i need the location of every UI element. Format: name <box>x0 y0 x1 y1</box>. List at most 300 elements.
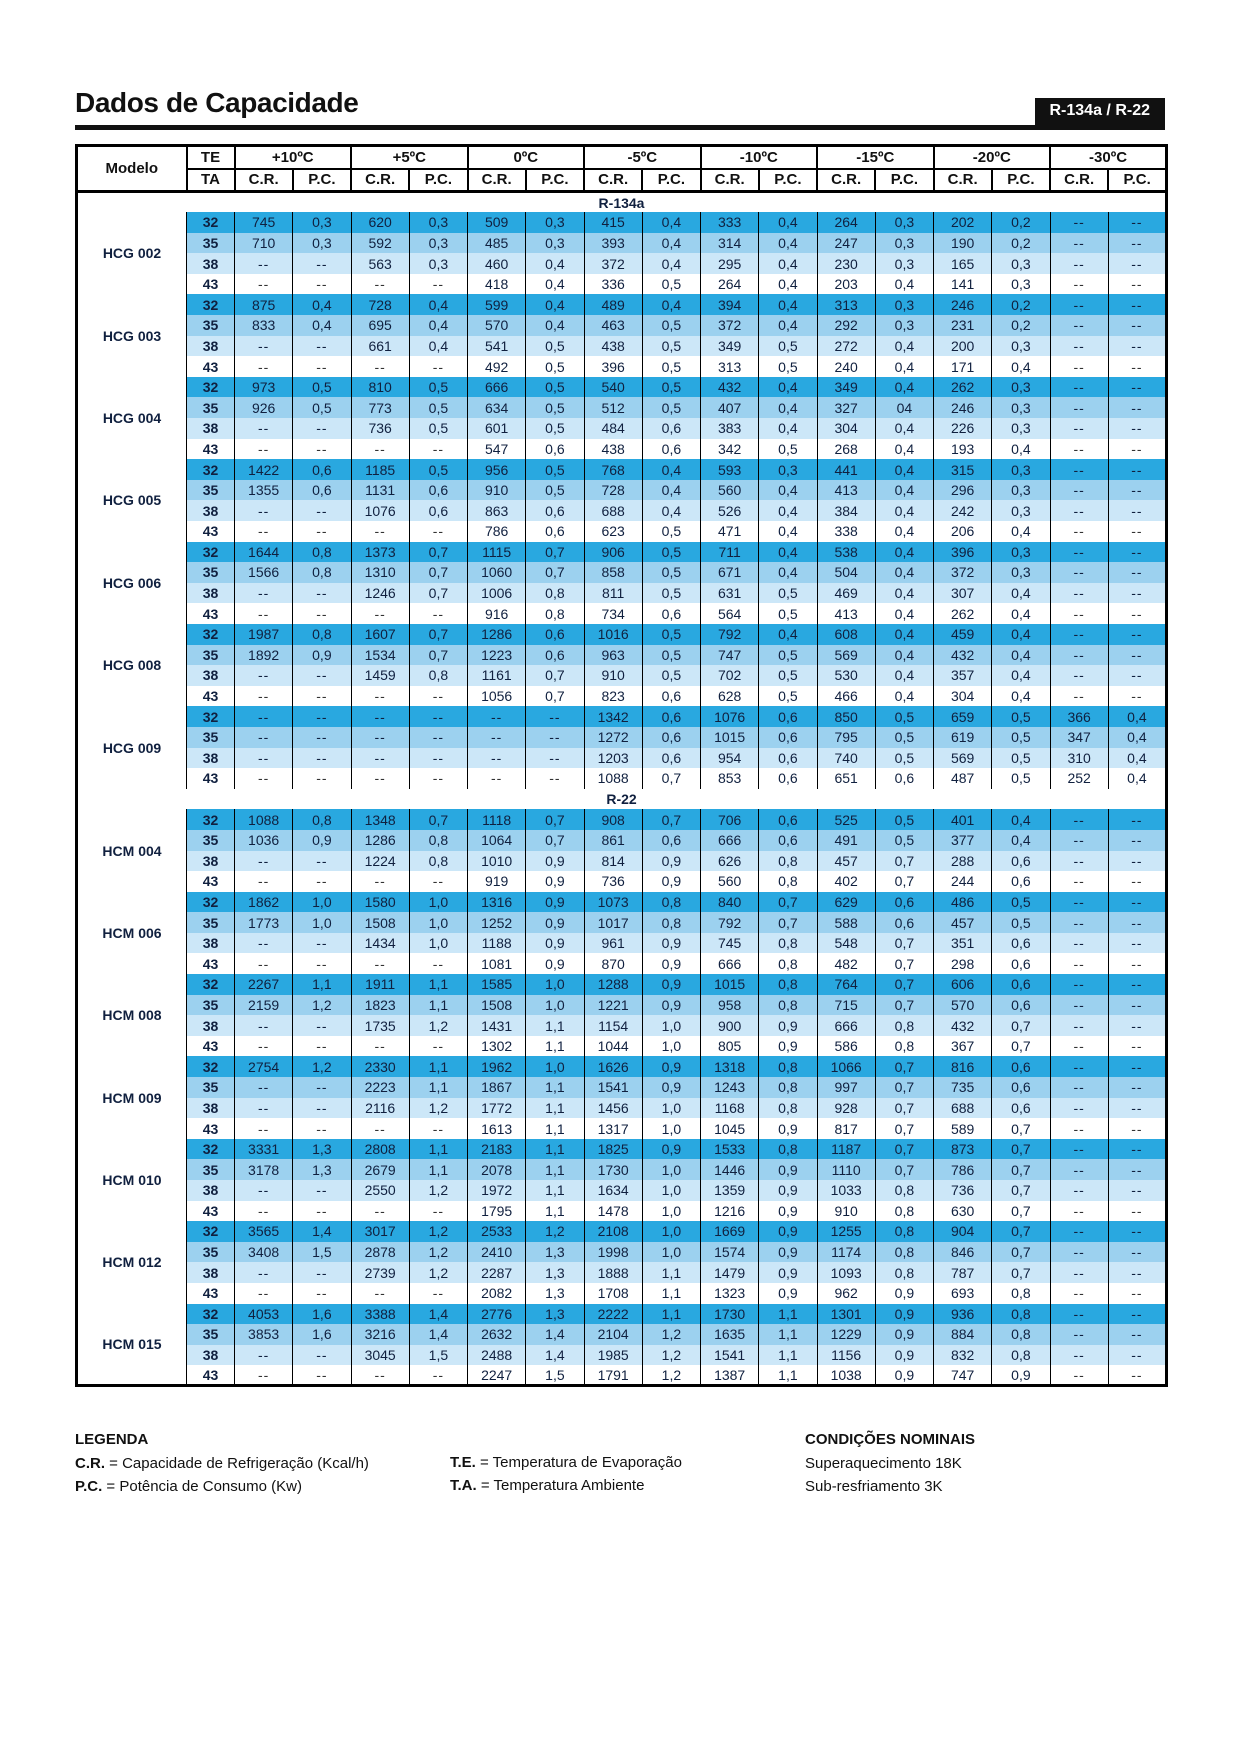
data-cell: 884 <box>934 1324 992 1345</box>
data-cell: 926 <box>235 397 293 418</box>
data-cell: -- <box>1108 830 1166 851</box>
data-cell: 1,0 <box>642 1221 700 1242</box>
legend-abbr: P.C. <box>75 1478 103 1496</box>
table-row <box>77 892 1167 913</box>
data-cell: 1508 <box>351 912 409 933</box>
ta-cell: 38 <box>187 583 235 604</box>
data-cell: 1,0 <box>409 933 467 954</box>
data-cell: 0,9 <box>526 933 584 954</box>
table-row <box>77 1159 1167 1180</box>
data-cell: 1985 <box>584 1345 642 1366</box>
data-cell: 0,6 <box>409 480 467 501</box>
data-cell: -- <box>235 253 293 274</box>
table-row <box>77 1324 1167 1345</box>
data-cell: 910 <box>468 480 526 501</box>
data-cell: 230 <box>817 253 875 274</box>
data-cell: 764 <box>817 974 875 995</box>
data-cell: -- <box>1050 1180 1108 1201</box>
data-cell: 858 <box>584 562 642 583</box>
data-cell: -- <box>235 706 293 727</box>
data-cell: 0,9 <box>526 953 584 974</box>
data-cell: 0,5 <box>759 603 817 624</box>
data-cell: 1,1 <box>642 1262 700 1283</box>
data-cell: 1962 <box>468 1056 526 1077</box>
data-cell: 0,4 <box>293 315 351 336</box>
data-cell: -- <box>1108 542 1166 563</box>
data-cell: 1015 <box>701 727 759 748</box>
data-cell: -- <box>1108 933 1166 954</box>
data-cell: 833 <box>235 315 293 336</box>
data-cell: 2754 <box>235 1056 293 1077</box>
data-cell: 1221 <box>584 995 642 1016</box>
data-cell: 1355 <box>235 480 293 501</box>
data-cell: 0,4 <box>992 665 1050 686</box>
data-cell: -- <box>351 356 409 377</box>
data-cell: 0,4 <box>759 274 817 295</box>
data-cell: 661 <box>351 336 409 357</box>
data-cell: 0,7 <box>642 768 700 789</box>
data-cell: 0,3 <box>992 274 1050 295</box>
data-cell: -- <box>1050 212 1108 233</box>
pc-header: P.C. <box>526 169 584 192</box>
data-cell: -- <box>293 1015 351 1036</box>
data-cell: -- <box>1108 377 1166 398</box>
data-cell: 0,8 <box>293 809 351 830</box>
data-cell: 787 <box>934 1262 992 1283</box>
data-cell: 0,6 <box>759 706 817 727</box>
legend-column <box>75 1431 450 1501</box>
data-cell: 666 <box>817 1015 875 1036</box>
ta-cell: 35 <box>187 233 235 254</box>
data-cell: 0,9 <box>759 1159 817 1180</box>
data-cell: -- <box>1050 542 1108 563</box>
data-cell: 0,7 <box>526 665 584 686</box>
data-cell: -- <box>293 1036 351 1057</box>
data-cell: 706 <box>701 809 759 830</box>
data-cell: 0,9 <box>759 1180 817 1201</box>
data-cell: -- <box>235 686 293 707</box>
data-cell: 2410 <box>468 1242 526 1263</box>
data-cell: 1,4 <box>409 1304 467 1325</box>
data-cell: -- <box>293 727 351 748</box>
data-cell: 671 <box>701 562 759 583</box>
data-cell: 715 <box>817 995 875 1016</box>
data-cell: -- <box>1050 665 1108 686</box>
data-cell: 0,5 <box>759 336 817 357</box>
data-cell: 1,0 <box>293 912 351 933</box>
data-cell: 1,0 <box>642 1242 700 1263</box>
data-cell: -- <box>235 1098 293 1119</box>
data-cell: -- <box>1050 995 1108 1016</box>
data-cell: 165 <box>934 253 992 274</box>
ta-cell: 43 <box>187 953 235 974</box>
data-cell: 1607 <box>351 624 409 645</box>
modelo-header: Modelo <box>77 146 187 192</box>
data-cell: -- <box>235 851 293 872</box>
data-cell: 0,2 <box>992 315 1050 336</box>
data-cell: 0,4 <box>526 253 584 274</box>
section-label: R-134a <box>77 192 1167 213</box>
data-cell: 310 <box>1050 748 1108 769</box>
data-cell: 1434 <box>351 933 409 954</box>
data-cell: 0,4 <box>992 521 1050 542</box>
data-cell: 313 <box>817 294 875 315</box>
data-cell: 0,4 <box>992 439 1050 460</box>
data-cell: 0,4 <box>759 562 817 583</box>
data-cell: 0,3 <box>875 294 933 315</box>
data-cell: 0,3 <box>409 212 467 233</box>
data-cell: -- <box>293 583 351 604</box>
data-cell: 736 <box>934 1180 992 1201</box>
data-cell: 1,3 <box>526 1242 584 1263</box>
model-name: HCM 015 <box>77 1304 187 1386</box>
data-cell: -- <box>351 1036 409 1057</box>
data-cell: 2878 <box>351 1242 409 1263</box>
table-row <box>77 1077 1167 1098</box>
data-cell: 0,6 <box>992 995 1050 1016</box>
data-cell: -- <box>235 1283 293 1304</box>
data-cell: 2739 <box>351 1262 409 1283</box>
data-cell: 0,9 <box>759 1015 817 1036</box>
data-cell: 432 <box>701 377 759 398</box>
data-cell: 0,4 <box>875 500 933 521</box>
data-cell: 04 <box>875 397 933 418</box>
data-cell: 1,2 <box>293 995 351 1016</box>
data-cell: 1862 <box>235 892 293 913</box>
data-cell: -- <box>1050 253 1108 274</box>
data-cell: 1,0 <box>642 1015 700 1036</box>
data-cell: -- <box>1050 830 1108 851</box>
data-cell: 810 <box>351 377 409 398</box>
ta-cell: 35 <box>187 1242 235 1263</box>
data-cell: 1073 <box>584 892 642 913</box>
data-cell: 469 <box>817 583 875 604</box>
data-cell: 438 <box>584 336 642 357</box>
data-cell: 0,4 <box>875 583 933 604</box>
table-row <box>77 274 1167 295</box>
data-cell: -- <box>235 1345 293 1366</box>
table-row <box>77 377 1167 398</box>
data-cell: 906 <box>584 542 642 563</box>
data-cell: 2247 <box>468 1365 526 1386</box>
data-cell: 651 <box>817 768 875 789</box>
data-cell: 548 <box>817 933 875 954</box>
table-row <box>77 562 1167 583</box>
data-cell: -- <box>468 706 526 727</box>
data-cell: 0,5 <box>642 521 700 542</box>
data-cell: 1359 <box>701 1180 759 1201</box>
data-cell: -- <box>1108 1118 1166 1139</box>
data-cell: -- <box>351 521 409 542</box>
data-cell: 710 <box>235 233 293 254</box>
data-cell: 823 <box>584 686 642 707</box>
data-cell: -- <box>235 727 293 748</box>
data-cell: -- <box>1108 809 1166 830</box>
data-cell: 1088 <box>235 809 293 830</box>
data-cell: 1060 <box>468 562 526 583</box>
data-cell: 1,1 <box>642 1283 700 1304</box>
data-cell: 1246 <box>351 583 409 604</box>
data-cell: 0,9 <box>526 871 584 892</box>
data-cell: -- <box>293 686 351 707</box>
data-cell: 0,9 <box>526 892 584 913</box>
data-cell: -- <box>1050 1262 1108 1283</box>
data-cell: -- <box>1108 397 1166 418</box>
data-cell: 570 <box>468 315 526 336</box>
data-cell: 1118 <box>468 809 526 830</box>
data-cell: -- <box>409 748 467 769</box>
data-cell: 538 <box>817 542 875 563</box>
data-cell: 2082 <box>468 1283 526 1304</box>
data-cell: 0,5 <box>293 397 351 418</box>
data-cell: 863 <box>468 500 526 521</box>
section-row <box>77 789 1167 810</box>
data-cell: 0,6 <box>642 830 700 851</box>
data-cell: 1,2 <box>526 1221 584 1242</box>
data-cell: 485 <box>468 233 526 254</box>
table-row <box>77 748 1167 769</box>
data-cell: 1541 <box>584 1077 642 1098</box>
data-cell: 0,9 <box>642 851 700 872</box>
data-cell: -- <box>1108 1365 1166 1386</box>
data-cell: 626 <box>701 851 759 872</box>
data-cell: 1286 <box>351 830 409 851</box>
data-cell: 1,5 <box>409 1345 467 1366</box>
data-cell: -- <box>526 706 584 727</box>
data-cell: 0,6 <box>642 727 700 748</box>
data-cell: -- <box>1108 686 1166 707</box>
data-cell: -- <box>1108 1180 1166 1201</box>
data-cell: 288 <box>934 851 992 872</box>
data-cell: -- <box>293 706 351 727</box>
ta-cell: 43 <box>187 521 235 542</box>
data-cell: 0,7 <box>409 562 467 583</box>
data-cell: 333 <box>701 212 759 233</box>
data-cell: 910 <box>584 665 642 686</box>
model-name: HCM 008 <box>77 974 187 1056</box>
table-row <box>77 768 1167 789</box>
data-cell: 1972 <box>468 1180 526 1201</box>
table-row <box>77 912 1167 933</box>
data-cell: 0,8 <box>759 1098 817 1119</box>
data-cell: 0,7 <box>992 1180 1050 1201</box>
data-cell: 0,6 <box>293 459 351 480</box>
data-cell: 811 <box>584 583 642 604</box>
pc-header: P.C. <box>875 169 933 192</box>
data-cell: 0,9 <box>875 1283 933 1304</box>
data-cell: 0,4 <box>526 315 584 336</box>
data-cell: 0,8 <box>293 562 351 583</box>
data-cell: -- <box>526 748 584 769</box>
data-cell: -- <box>1108 871 1166 892</box>
data-cell: 623 <box>584 521 642 542</box>
table-row <box>77 500 1167 521</box>
data-cell: 0,6 <box>992 1098 1050 1119</box>
data-cell: 0,7 <box>409 542 467 563</box>
data-cell: 0,6 <box>875 912 933 933</box>
data-cell: -- <box>1050 274 1108 295</box>
legend-abbr: T.E. <box>450 1454 476 1472</box>
data-cell: 620 <box>351 212 409 233</box>
data-cell: 2330 <box>351 1056 409 1077</box>
data-cell: -- <box>293 253 351 274</box>
data-cell: 0,5 <box>642 665 700 686</box>
data-cell: 1,1 <box>642 1304 700 1325</box>
data-cell: 786 <box>934 1159 992 1180</box>
data-cell: 570 <box>934 995 992 1016</box>
data-cell: 0,6 <box>293 480 351 501</box>
data-cell: 0,7 <box>526 809 584 830</box>
data-cell: 0,8 <box>759 851 817 872</box>
ta-cell: 32 <box>187 892 235 913</box>
data-cell: -- <box>409 1283 467 1304</box>
data-cell: 1203 <box>584 748 642 769</box>
data-cell: 1,1 <box>759 1365 817 1386</box>
data-cell: 2632 <box>468 1324 526 1345</box>
data-cell: -- <box>409 1201 467 1222</box>
ta-cell: 32 <box>187 706 235 727</box>
data-cell: -- <box>293 1118 351 1139</box>
data-cell: -- <box>1050 851 1108 872</box>
data-cell: 336 <box>584 274 642 295</box>
legend-item <box>450 1477 805 1494</box>
data-cell: -- <box>235 500 293 521</box>
data-cell: 1044 <box>584 1036 642 1057</box>
data-cell: 0,6 <box>642 439 700 460</box>
data-cell: -- <box>293 1077 351 1098</box>
data-cell: 1,1 <box>759 1324 817 1345</box>
pc-header: P.C. <box>759 169 817 192</box>
page-header <box>75 82 1165 130</box>
data-cell: 2159 <box>235 995 293 1016</box>
data-cell: -- <box>1050 1015 1108 1036</box>
data-cell: 0,5 <box>759 356 817 377</box>
cr-header: C.R. <box>1050 169 1108 192</box>
data-cell: 1613 <box>468 1118 526 1139</box>
ta-cell: 32 <box>187 624 235 645</box>
data-cell: 2808 <box>351 1139 409 1160</box>
data-cell: 1,1 <box>526 1015 584 1036</box>
data-cell: -- <box>1050 562 1108 583</box>
data-cell: 1508 <box>468 995 526 1016</box>
data-cell: -- <box>526 768 584 789</box>
data-cell: -- <box>351 1118 409 1139</box>
data-cell: 631 <box>701 583 759 604</box>
data-cell: -- <box>1050 1242 1108 1263</box>
data-cell: 460 <box>468 253 526 274</box>
data-cell: 0,7 <box>875 995 933 1016</box>
data-cell: 540 <box>584 377 642 398</box>
data-cell: 919 <box>468 871 526 892</box>
data-cell: 457 <box>817 851 875 872</box>
data-cell: 304 <box>934 686 992 707</box>
data-cell: 0,4 <box>759 212 817 233</box>
data-cell: -- <box>1108 274 1166 295</box>
data-cell: 141 <box>934 274 992 295</box>
data-cell: 0,5 <box>642 397 700 418</box>
data-cell: 491 <box>817 830 875 851</box>
model-name: HCM 012 <box>77 1221 187 1303</box>
data-cell: 1,5 <box>526 1365 584 1386</box>
data-cell: 0,7 <box>992 1262 1050 1283</box>
data-cell: -- <box>1050 1201 1108 1222</box>
data-cell: -- <box>235 521 293 542</box>
data-cell: 0,3 <box>992 418 1050 439</box>
data-cell: 0,6 <box>526 439 584 460</box>
data-cell: 956 <box>468 459 526 480</box>
data-cell: -- <box>235 953 293 974</box>
data-cell: 0,5 <box>875 830 933 851</box>
data-cell: 1,2 <box>409 1015 467 1036</box>
data-cell: -- <box>1108 583 1166 604</box>
data-cell: 1456 <box>584 1098 642 1119</box>
data-cell: 0,8 <box>759 1139 817 1160</box>
data-cell: 1,2 <box>409 1180 467 1201</box>
data-cell: 314 <box>701 233 759 254</box>
nominal-conditions <box>805 1431 1165 1501</box>
data-cell: -- <box>1050 974 1108 995</box>
legend-text: = Potência de Consumo (Kw) <box>106 1478 302 1496</box>
data-cell: 530 <box>817 665 875 686</box>
table-row <box>77 418 1167 439</box>
data-cell: 171 <box>934 356 992 377</box>
data-cell: -- <box>293 851 351 872</box>
data-cell: -- <box>351 686 409 707</box>
data-cell: 0,4 <box>992 645 1050 666</box>
data-cell: 0,8 <box>992 1345 1050 1366</box>
pc-header: P.C. <box>409 169 467 192</box>
data-cell: 2223 <box>351 1077 409 1098</box>
data-cell: 0,6 <box>759 768 817 789</box>
data-cell: 0,5 <box>642 356 700 377</box>
data-cell: 0,7 <box>759 912 817 933</box>
data-cell: -- <box>293 521 351 542</box>
data-cell: 0,6 <box>875 892 933 913</box>
data-cell: -- <box>293 768 351 789</box>
data-cell: 569 <box>817 645 875 666</box>
data-cell: 0,4 <box>875 624 933 645</box>
data-cell: 589 <box>934 1118 992 1139</box>
data-cell: 1318 <box>701 1056 759 1077</box>
data-cell: -- <box>1108 1056 1166 1077</box>
data-cell: -- <box>1108 294 1166 315</box>
data-cell: 0,5 <box>875 727 933 748</box>
data-cell: 0,8 <box>759 953 817 974</box>
model-name: HCG 004 <box>77 377 187 459</box>
data-cell: 0,3 <box>992 500 1050 521</box>
data-cell: -- <box>1108 1159 1166 1180</box>
data-cell: 1056 <box>468 686 526 707</box>
data-cell: 0,8 <box>409 665 467 686</box>
data-cell: 313 <box>701 356 759 377</box>
data-cell: 2267 <box>235 974 293 995</box>
header-row-2 <box>77 169 1167 192</box>
data-cell: 463 <box>584 315 642 336</box>
data-cell: -- <box>235 768 293 789</box>
condition-line: Superaquecimento 18K <box>805 1455 962 1473</box>
data-cell: 1,1 <box>526 1201 584 1222</box>
data-cell: 0,8 <box>759 995 817 1016</box>
data-cell: 1,1 <box>759 1345 817 1366</box>
data-cell: -- <box>1108 1036 1166 1057</box>
data-cell: 0,7 <box>875 1118 933 1139</box>
data-cell: -- <box>1108 953 1166 974</box>
data-cell: 484 <box>584 418 642 439</box>
data-cell: 1,1 <box>526 1098 584 1119</box>
data-cell: 367 <box>934 1036 992 1057</box>
data-cell: 0,6 <box>642 706 700 727</box>
data-cell: 0,4 <box>875 521 933 542</box>
